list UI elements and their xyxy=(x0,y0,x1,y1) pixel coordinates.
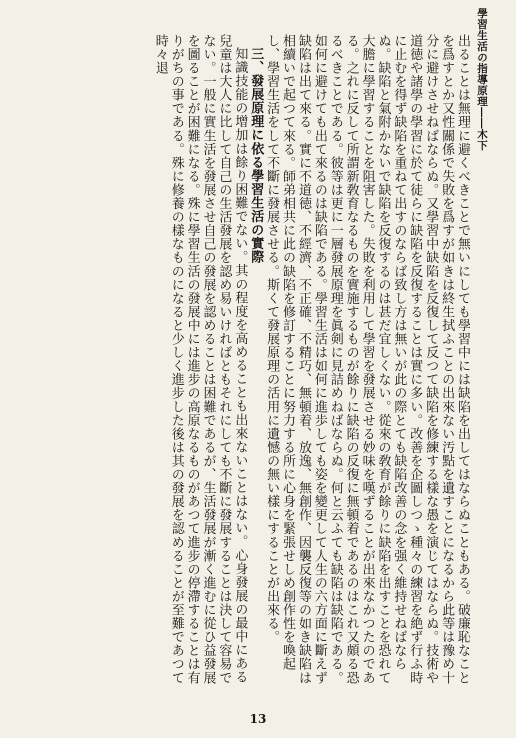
paragraph: 知識技能の增加は餘り困難でない。其の程度を高めることも出來ないことはない。心身發展の最中にある兒童は大人に比して自己の生活發展を認め易いければともそれにしても不斷に發展することは決して容易でない。一般に實生活を發展させ自己の發展を認めることは困難であるが、生活發展が漸く進むに從ひ益發展を圖ることが困難になる。殊に學習生活の發展中には進步の高原なるものがあつて進步の停滯することは有りがちの事である。殊に修養の樣なものになると少しく進步した後は其の發展を認めることが至難であつて時々退 xyxy=(152,34,248,685)
page-number: 13 xyxy=(249,712,267,726)
body-text xyxy=(18,34,470,692)
section-heading: 三、發展原理に依る學習生活の實際 xyxy=(248,47,264,264)
paragraph: 出ることは無理に避くべきことで無いにしても學習中には缺陷を出してはならぬこともある。破廉恥なことを爲すとか又性關係で失敗を爲すが如きは終生拭ふことの出來ない汚點を遺すことになるから此等は豫め十分に避けさせねばならぬ。又學習中缺陷を反復して反つて缺陷を修練する樣な愚を演じてはならぬ。技術や道徳や諸學の學習に於て徒らに缺陷を反復することは實に多い。改善を企圖しつゝ種々の練習を絶ず行ふ時に止むを得ず缺陷を重ねて出すのならば致し方は無いが此の際とても缺陷改善の念を强く維持せねばならぬ。缺陷と氣附かないで缺陷を反復するのは甚だ宜しくない。從來の敎育が餘りに缺陷を出すことを恐れて大膽に學習することを阻害した。失敗を利用して學習を發展させる妙味を嘆ずることが出來なかつたのである。之れに反して所謂新敎育なるものを實施するものが餘りに缺陷の反復に無頓着であるのはこれ又頗る恐るべきことである。彼等は更に一層發展原理を眞剣に見詰めねばならぬ。何と云ふても缺陷は缺陷である。如何に避けても出て來るのは缺陷である。學習生活は如何に進歩しても姿を變更して人生の六方面に斷えず缺陷は出て來る。實に不道徳、不經濟、不正確、不精巧、無頓着、放逸、無創作、因襲反復等の如き缺陷は相續いで起つて來る。師弟相共に此の缺陷を修訂することに努力する所に心身を緊張せしめ創作性を喚起し、學習生活をして不斷に發展させる。斯くて發展原理の活用に遺憾の無い樣にすることが出來る。 xyxy=(264,34,470,685)
running-header: 學習生活の指導原理――木下 xyxy=(476,8,488,151)
